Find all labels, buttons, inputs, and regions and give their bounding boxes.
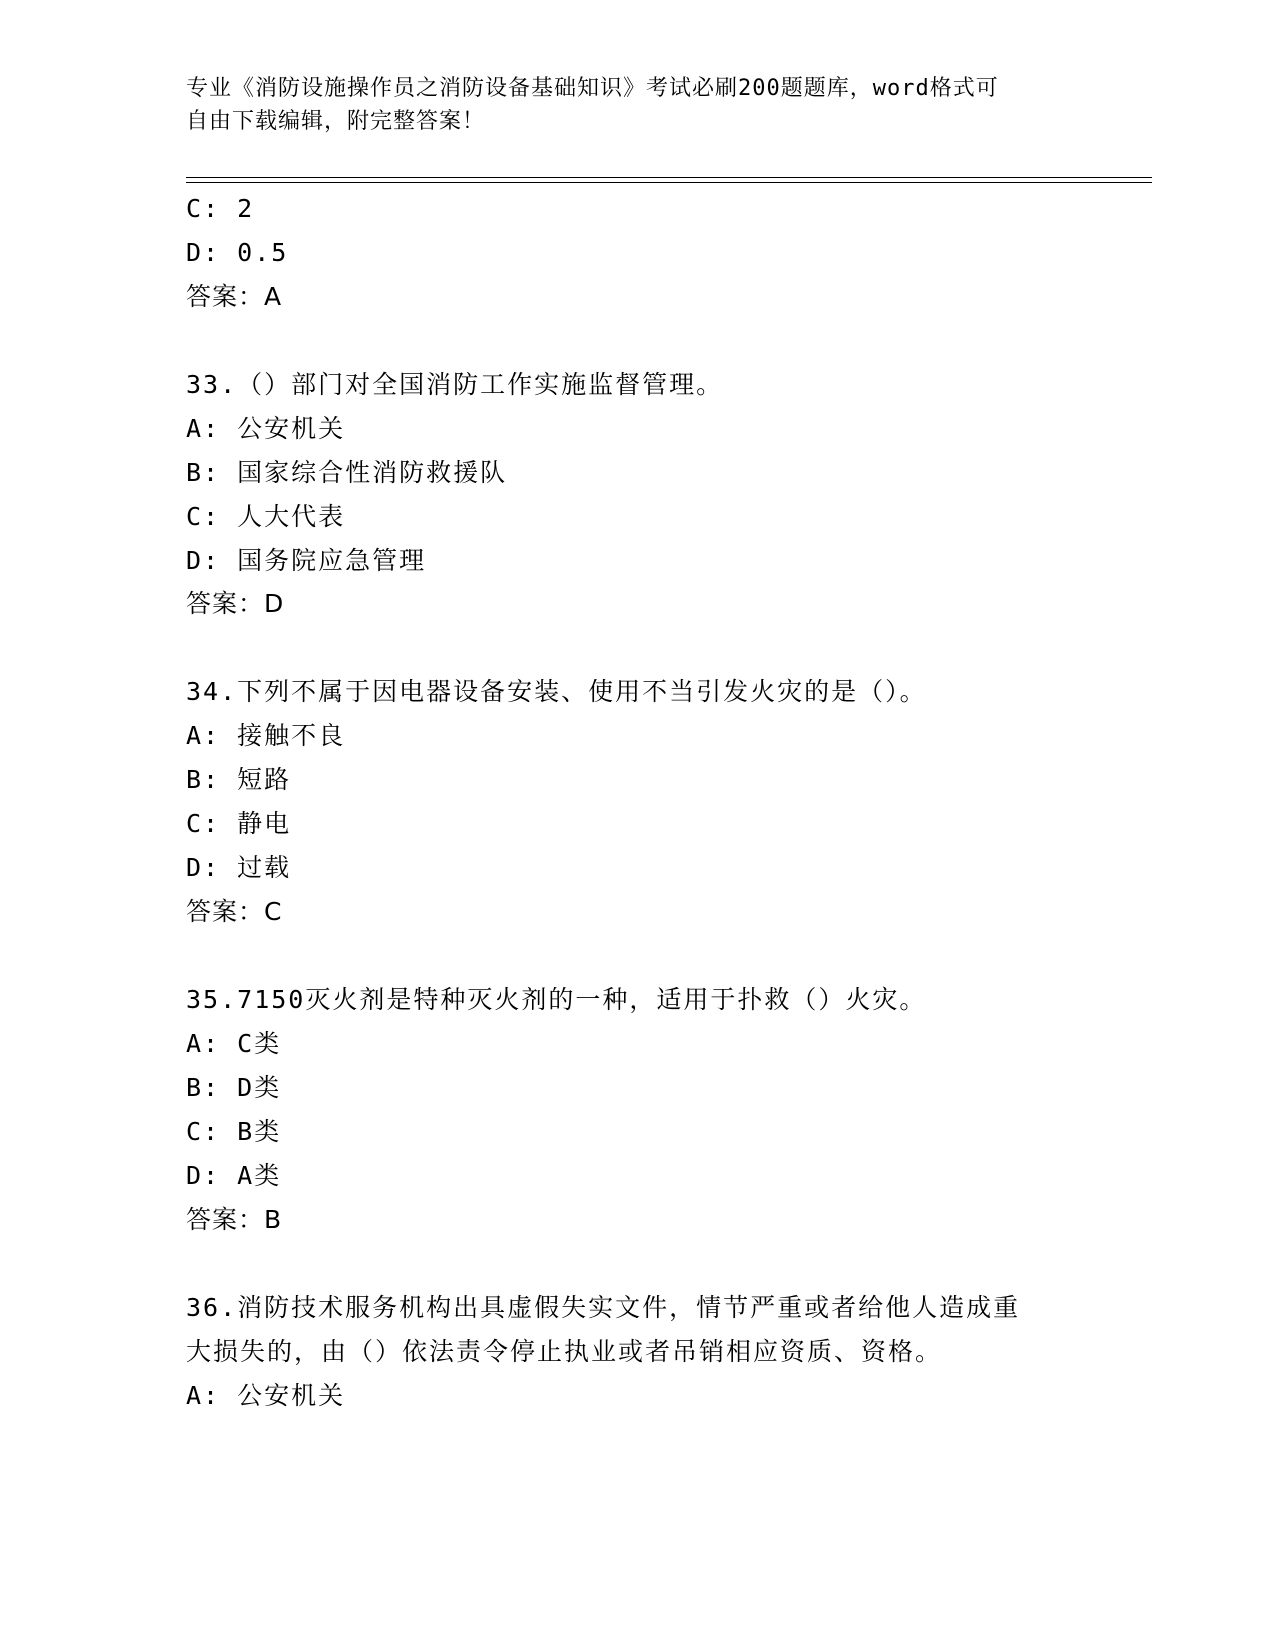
option-b: B: D类 <box>186 1073 282 1102</box>
answer-line: 答案：C <box>186 897 283 926</box>
option-c: C: B类 <box>186 1117 282 1146</box>
document-header <box>186 72 1066 138</box>
option-b: B: 短路 <box>186 765 292 794</box>
option-d: D: A类 <box>186 1161 282 1190</box>
answer-line: 答案：D <box>186 589 285 618</box>
option-c: C: 静电 <box>186 809 292 838</box>
option-d: D: 过载 <box>186 853 292 882</box>
option-c: C: 2 <box>186 194 255 223</box>
question-36-line-2: 大损失的，由（）依法责令停止执业或者吊销相应资质、资格。 <box>186 1337 943 1366</box>
option-a: A: 接触不良 <box>186 721 346 750</box>
option-d: D: 国务院应急管理 <box>186 546 427 575</box>
question-36-line-1: 36.消防技术服务机构出具虚假失实文件，情节严重或者给他人造成重 <box>186 1293 1021 1322</box>
answer-line: 答案：B <box>186 1205 283 1234</box>
question-34: 34.下列不属于因电器设备安装、使用不当引发火灾的是（）。 <box>186 677 927 706</box>
option-d: D: 0.5 <box>186 238 289 267</box>
question-35: 35.7150灭火剂是特种灭火剂的一种，适用于扑救（）火灾。 <box>186 985 927 1014</box>
question-33: 33.（）部门对全国消防工作实施监督管理。 <box>186 370 724 399</box>
header-line-1: 专业《消防设施操作员之消防设备基础知识》考试必刷200题题库，word格式可 <box>186 76 999 101</box>
header-line-2: 自由下载编辑，附完整答案！ <box>186 109 486 134</box>
answer-line: 答案：A <box>186 282 283 311</box>
header-divider-bottom <box>186 182 1152 183</box>
option-a: A: C类 <box>186 1029 282 1058</box>
header-divider-top <box>186 177 1152 178</box>
option-c: C: 人大代表 <box>186 502 346 531</box>
option-a: A: 公安机关 <box>186 1381 346 1410</box>
option-a: A: 公安机关 <box>186 414 346 443</box>
option-b: B: 国家综合性消防救援队 <box>186 458 508 487</box>
